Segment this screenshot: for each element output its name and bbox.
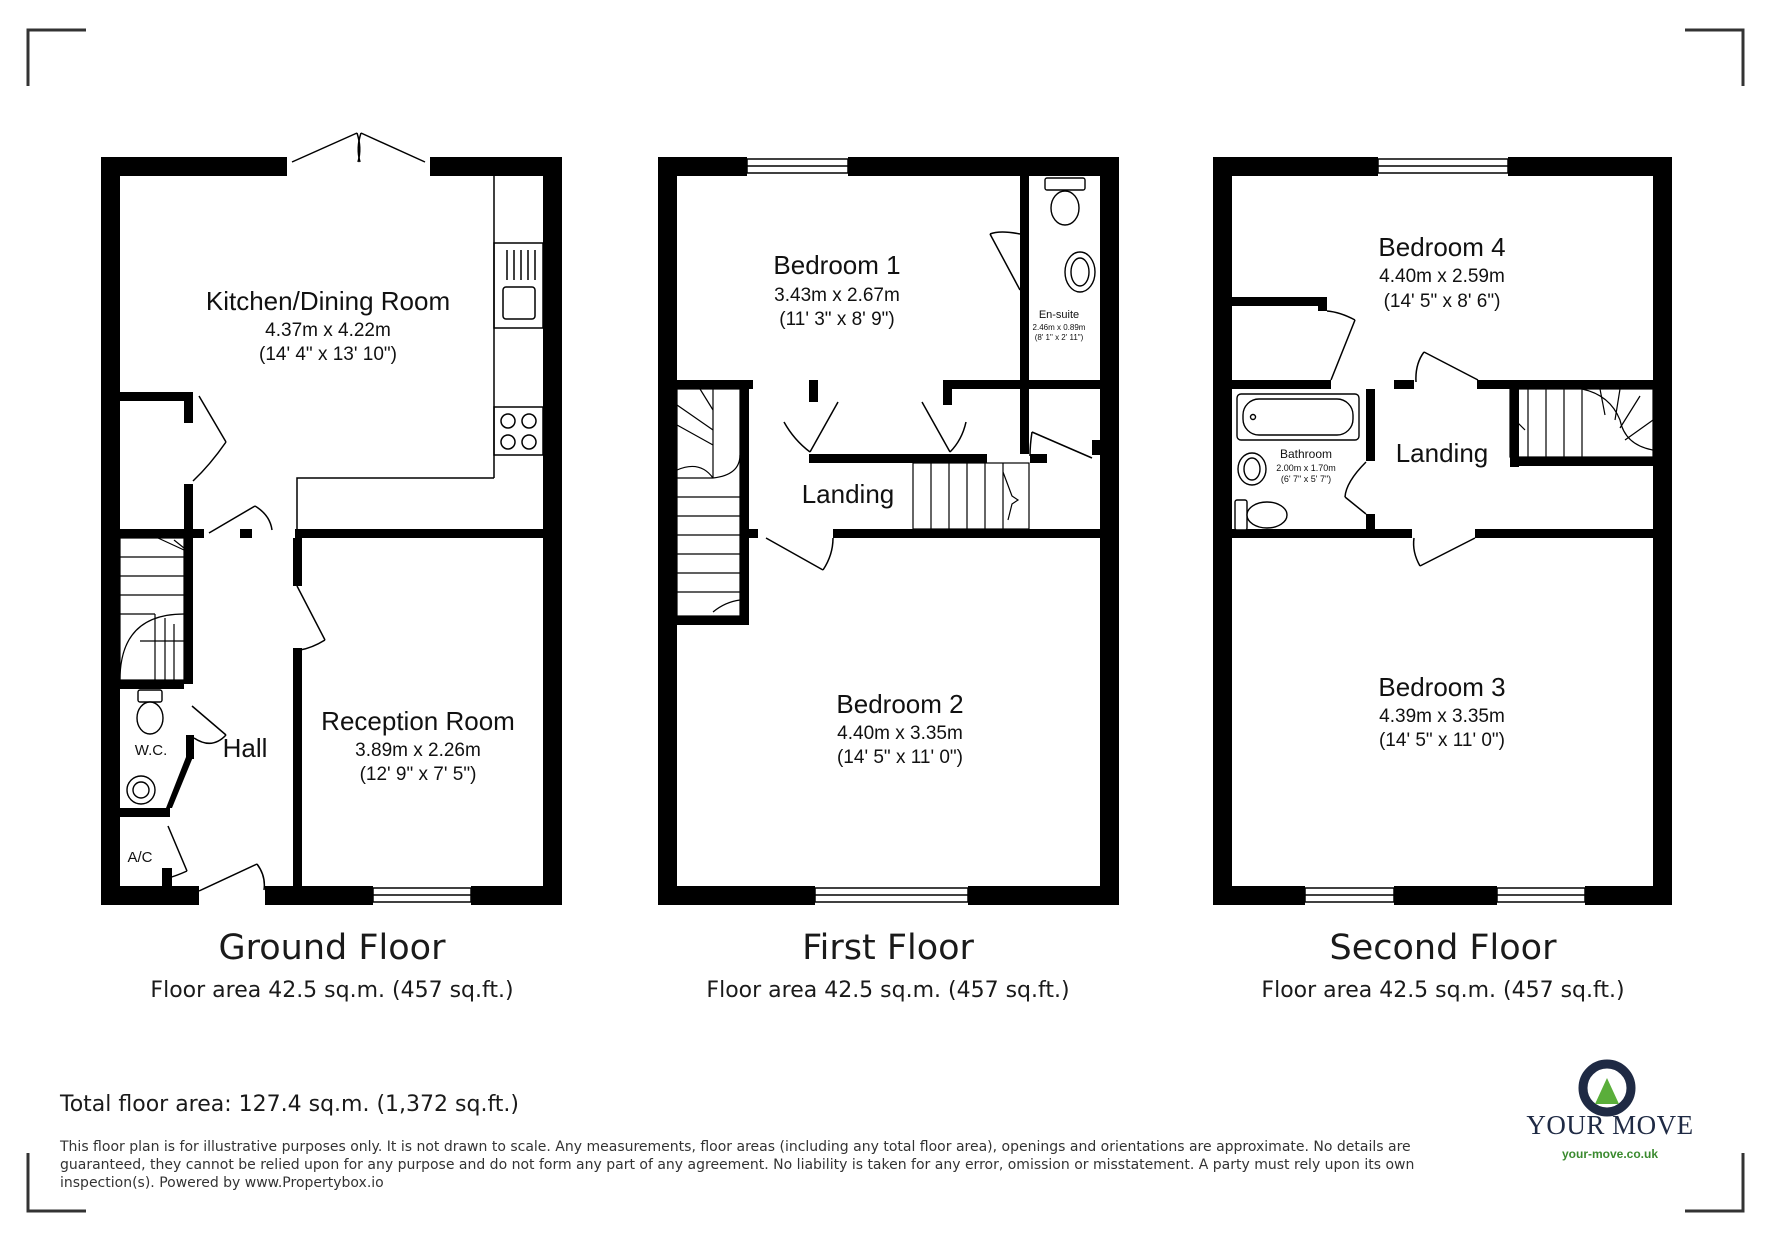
disclaimer-text: This floor plan is for illustrative purposes only. It is not drawn to scale. Any measurements, floor areas (including any total floor area), openings and orientations are approximate. No details are guaranteed, they cannot be relied upon for any purpose and do not form any part of any agreement. No liability is taken for any error, omission or misstatement. A party must rely upon its own inspection(s). Powered by www.Propertybox.io [60, 1139, 1415, 1191]
brand-url-link[interactable]: your-move.co.uk [1561, 1147, 1659, 1161]
room-name-landing-second: Landing [1395, 438, 1489, 468]
room-size-m-reception: 3.89m x 2.26m [355, 740, 481, 761]
room-name-en-suite: En-suite [1038, 309, 1080, 321]
floor-title-first: First Floor [802, 928, 974, 968]
room-name-wc: W.C. [134, 742, 168, 759]
location-pin-logo [1583, 1064, 1631, 1112]
room-size-m-bedroom-4: 4.40m x 2.59m [1379, 266, 1505, 287]
room-labels [127, 232, 1505, 866]
room-name-bedroom-3: Bedroom 3 [1378, 672, 1506, 702]
room-name-hall: Hall [222, 733, 268, 763]
room-name-bedroom-2: Bedroom 2 [836, 689, 964, 719]
room-size-m-bedroom-1: 3.43m x 2.67m [774, 285, 900, 306]
room-size-ft-bathroom: (6' 7" x 5' 7") [1280, 474, 1332, 484]
room-name-bedroom-1: Bedroom 1 [773, 250, 901, 280]
room-size-ft-reception: (12' 9" x 7' 5") [359, 764, 477, 785]
brand-name: YOUR MOVE [1526, 1110, 1694, 1140]
crop-marks [28, 30, 1743, 1211]
room-size-ft-bedroom-4: (14' 5" x 8' 6") [1383, 291, 1501, 312]
room-name-bedroom-4: Bedroom 4 [1378, 232, 1506, 262]
floor-title-second: Second Floor [1329, 928, 1557, 968]
room-name-reception: Reception Room [321, 706, 515, 736]
room-size-ft-en-suite: (8' 1" x 2' 11") [1034, 333, 1084, 342]
floor-area-ground: Floor area 42.5 sq.m. (457 sq.ft.) [150, 978, 514, 1003]
total-floor-area: Total floor area: 127.4 sq.m. (1,372 sq.ft.) [60, 1092, 520, 1117]
room-name-ac: A/C [127, 849, 153, 866]
floor-area-first: Floor area 42.5 sq.m. (457 sq.ft.) [706, 978, 1070, 1003]
room-size-ft-bedroom-1: (11' 3" x 8' 9") [779, 309, 895, 330]
room-size-ft-bedroom-3: (14' 5" x 11' 0") [1378, 730, 1506, 751]
room-size-m-bedroom-3: 4.39m x 3.35m [1379, 706, 1505, 727]
room-size-ft-kitchen: (14' 4" x 13' 10") [259, 344, 397, 365]
floor-area-second: Floor area 42.5 sq.m. (457 sq.ft.) [1261, 978, 1625, 1003]
room-name-kitchen: Kitchen/Dining Room [205, 286, 451, 316]
room-size-m-bathroom: 2.00m x 1.70m [1276, 463, 1336, 473]
room-name-landing-first: Landing [801, 479, 895, 509]
room-size-ft-bedroom-2: (14' 5" x 11' 0") [836, 747, 964, 768]
room-size-m-kitchen: 4.37m x 4.22m [265, 320, 391, 341]
room-name-bathroom: Bathroom [1279, 447, 1333, 461]
floor-title-ground: Ground Floor [218, 928, 446, 968]
ground-floor-plan [101, 133, 562, 905]
room-size-m-en-suite: 2.46m x 0.89m [1032, 323, 1086, 332]
room-size-m-bedroom-2: 4.40m x 3.35m [837, 723, 963, 744]
